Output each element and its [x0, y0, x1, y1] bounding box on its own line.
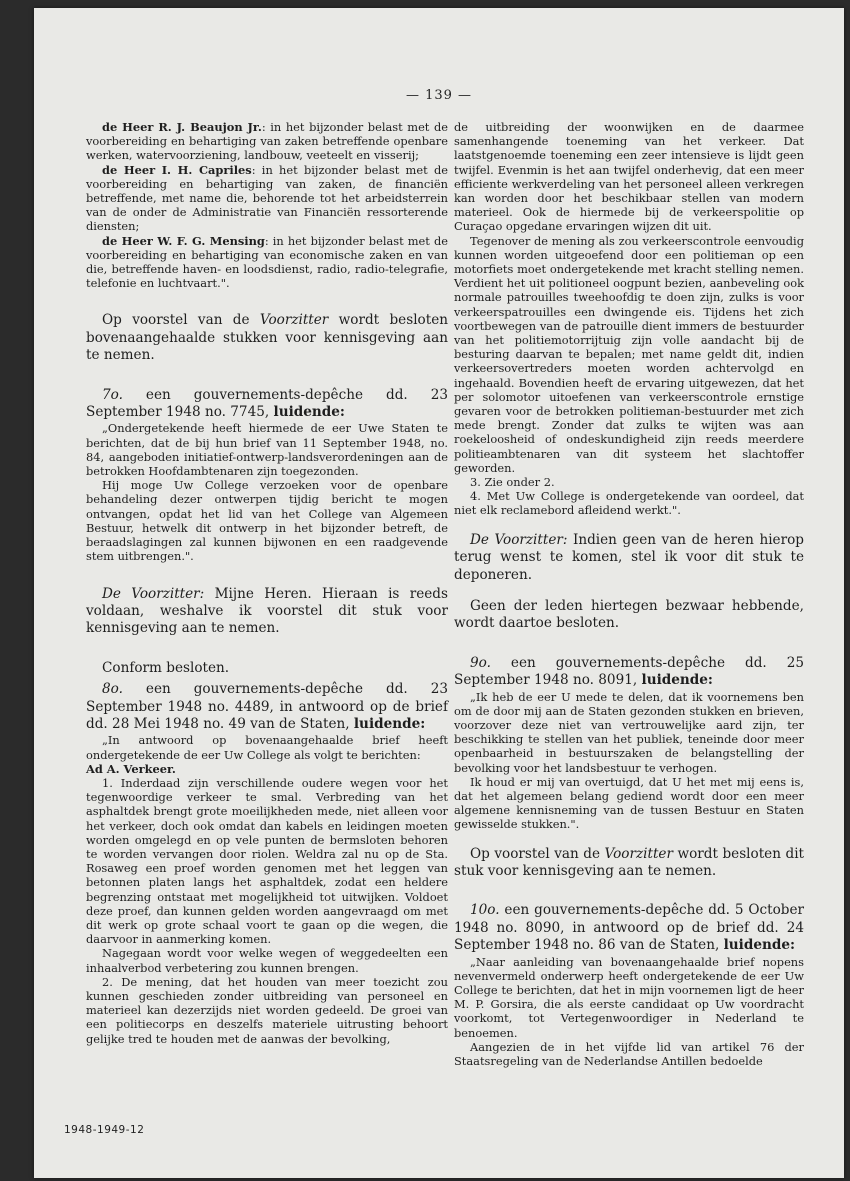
traffic-control-paragraph: Tegenover de mening als zou verkeerscontrole eenvoudig kunnen worden uitgeoefend door een politieman op een motorfiets moet ondergetekende met kracht stelling nemen. Verdient het uit politioneel oogpunt bezien, aanbeveling ook normale patrouilles tweehoofdig te doen zijn, zulks is voor verkeerspatrouilles een dwingende eis. Tijdens het zich voortbewegen van de patrouille dient immers de bestuurder van het politiemotorrijtuig zijn volle aandacht bij de besturing daarvan te bepalen; met name geldt dit, indien verkeersovertreders moeten worden achtervolgd en ingehaald. Bovendien heeft de ervaring uitgewezen, dat het per solomotor uitoefenen van verkeerscontrole ernstige gevaren voor de betrokken politieman-bestuurder met zich mede brengt. Zonder dat zulks te wijten was aan roekeloosheid of ondeskundigheid zijn reeds meerdere politieambtenaren van dit systeem het slachtoffer geworden. — [454, 233, 804, 475]
item-10-paragraph-2: Aangezien de in het vijfde lid van artikel 76 der Staatsregeling van de Nederlandse Antillen bedoelde — [454, 1039, 804, 1069]
item-8-heading: 8o. een gouvernements-depêche dd. 23 September 1948 no. 4489, in antwoord op de brief dd. 28 Mei 1948 no. 49 van de Staten, luidende: — [86, 681, 448, 732]
item-8-subheading: Ad A. Verkeer. — [86, 761, 176, 776]
item-9-heading: 9o. een gouvernements-depêche dd. 25 September 1948 no. 8091, luidende: — [454, 654, 804, 689]
member-capriles: de Heer I. H. Capriles: in het bijzonder belast met de voorbereiding en behartiging van zaken, de financiën betreffende, met name die, behorende tot het arbeidsterrein van de onder de Administratie van Financiën ressorterende diensten; — [86, 162, 448, 234]
decision-paragraph-2: Op voorstel van de Voorzitter wordt besloten dit stuk voor kennisgeving aan te nemen. — [454, 845, 804, 879]
decision-paragraph: Op voorstel van de Voorzitter wordt besloten bovenaangehaalde stukken voor kennisgeving aan te nemen. — [86, 312, 448, 364]
point-4: 4. Met Uw College is ondergetekende van oordeel, dat niet elk reclamebord afleidend werkt.". — [454, 489, 804, 518]
item-10-paragraph-1: „Naar aanleiding van bovenaangehaalde brief nopens nevenvermeld onderwerp heeft ondergetekende de eer Uw College te berichten, dat het in mijn voornemen ligt de heer M. P. Gorsira, die als eerste candidaat op Uw voordracht voorkomt, tot Vertegenwoordiger in Nederland te benoemen. — [454, 954, 804, 1040]
item-7-paragraph-1: „Ondergetekende heeft hiermede de eer Uwe Staten te berichten, dat de bij hun brief van 11 September 1948, no. 84, aangeboden initiatief-ontwerp-landsverordeningen aan de betrokken Hoofdambtenaren zijn toegezonden. — [86, 421, 448, 479]
item-8-paragraph-4: 2. De mening, dat het houden van meer toezicht zou kunnen geschieden zonder uitbreiding van personeel en materieel kan dezerzijds niet worden gedeeld. De groei van een politiecorps en deszelfs materiele uitrusting behoort gelijke tred te houden met de aanwas der bevolking, — [86, 974, 448, 1046]
item-9-paragraph-2: Ik houd er mij van overtuigd, dat U het met mij eens is, dat het algemeen belang gediend wordt door een meer algemene kennisneming van de tussen Bestuur en Staten gewisselde stukken.". — [454, 774, 804, 832]
continued-paragraph: de uitbreiding der woonwijken en de daarmee samenhangende toeneming van het verkeer. Dat laatstgenoemde toeneming een zeer intensieve is lijdt geen twijfel. Evenmin is het aan twijfel onderhevig, dat een meer efficiente werkverdeling van het personeel alleen verkregen kan worden door het beschikbaar stellen van modern materieel. Ook de hiermede bij de verkeerspolitie op Curaçao opgedane ervaringen wijzen dit uit. — [454, 120, 804, 234]
point-3: 3. Zie onder 2. — [470, 475, 555, 490]
page-number: — 139 — — [405, 88, 473, 103]
item-7-heading: 7o. een gouvernements-depêche dd. 23 September 1948 no. 7745, luidende: — [86, 386, 448, 421]
member-beaujon: de Heer R. J. Beaujon Jr.: in het bijzonder belast met de voorbereiding en behartiging van zaken betreffende openbare werken, watervoorziening, landbouw, veeteelt en visserij; — [86, 120, 448, 163]
item-8-paragraph-3: Nagegaan wordt voor welke wegen of weggedeelten een inhaalverbod verbetering zou kunnen brengen. — [86, 946, 448, 975]
document-page — [34, 8, 844, 1178]
item-8-paragraph-2: 1. Inderdaad zijn verschillende oudere wegen voor het tegenwoordige verkeer te smal. Verbreding van het asphaltdek brengt grote moeilijkheden mede, niet alleen voor het verkeer, doch ook omdat dan kabels en leidingen moeten worden omgelegd en op vele punten de bermsloten behoren te worden vervangen door riolen. Weldra zal nu op de Sta. Rosaweg een proef worden genomen met het leggen van betonnen platen langs het asphaltdek, zodat een heldere begrenzing ontstaat met mogelijkheid tot uitwijken. Voldoet deze proef, dan kunnen gelden worden aangevraagd om met dit werk op grote schaal voort te gaan op die wegen, die daarvoor in aanmerking komen. — [86, 775, 448, 947]
item-9-paragraph-1: „Ik heb de eer U mede te delen, dat ik voornemens ben om de door mij aan de Staten gezonden stukken en brieven, voorzover deze niet van vertrouwelijke aard zijn, ter beschikking te stellen van het publiek, teneinde door meer openbaarheid in bestuurszaken de belangstelling der bevolking voor het landsbestuur te verhogen. — [454, 689, 804, 775]
chairman-remark-2: De Voorzitter: Indien geen van de heren hierop terug wenst te komen, stel ik voor dit stuk te deponeren. — [454, 531, 804, 583]
left-column — [86, 120, 448, 1046]
footer-code: 1948-1949-12 — [64, 1124, 145, 1136]
item-10-heading: 10o. een gouvernements-depêche dd. 5 October 1948 no. 8090, in antwoord op de brief dd. 24 September 1948 no. 86 van de Staten, luidende: — [454, 902, 804, 954]
member-mensing: de Heer W. F. G. Mensing: in het bijzonder belast met de voorbereiding en behartiging van economische zaken en van die, betreffende haven- en loodsdienst, radio, radio-telegrafie, telefonie en luchtvaart.". — [86, 233, 448, 291]
right-column — [454, 120, 804, 1068]
chairman-remark: De Voorzitter: Mijne Heren. Hieraan is reeds voldaan, weshalve ik voorstel dit stuk voor kennisgeving aan te nemen. — [86, 585, 448, 637]
conform-decision: Conform besloten. — [102, 659, 230, 676]
no-objection-decision: Geen der leden hiertegen bezwaar hebbende, wordt daartoe besloten. — [454, 597, 804, 632]
item-8-paragraph-1: „In antwoord op bovenaangehaalde brief heeft ondergetekende de eer Uw College als volgt te berichten: — [86, 733, 448, 762]
item-7-paragraph-2: Hij moge Uw College verzoeken voor de openbare behandeling dezer ontwerpen tijdig bericht te mogen ontvangen, opdat het lid van het College van Algemeen Bestuur, hetwelk dit ontwerp in het bijzonder betreft, de beraadslagingen zal kunnen bijwonen en een raadgevende stem uitbrengen.". — [86, 478, 448, 564]
